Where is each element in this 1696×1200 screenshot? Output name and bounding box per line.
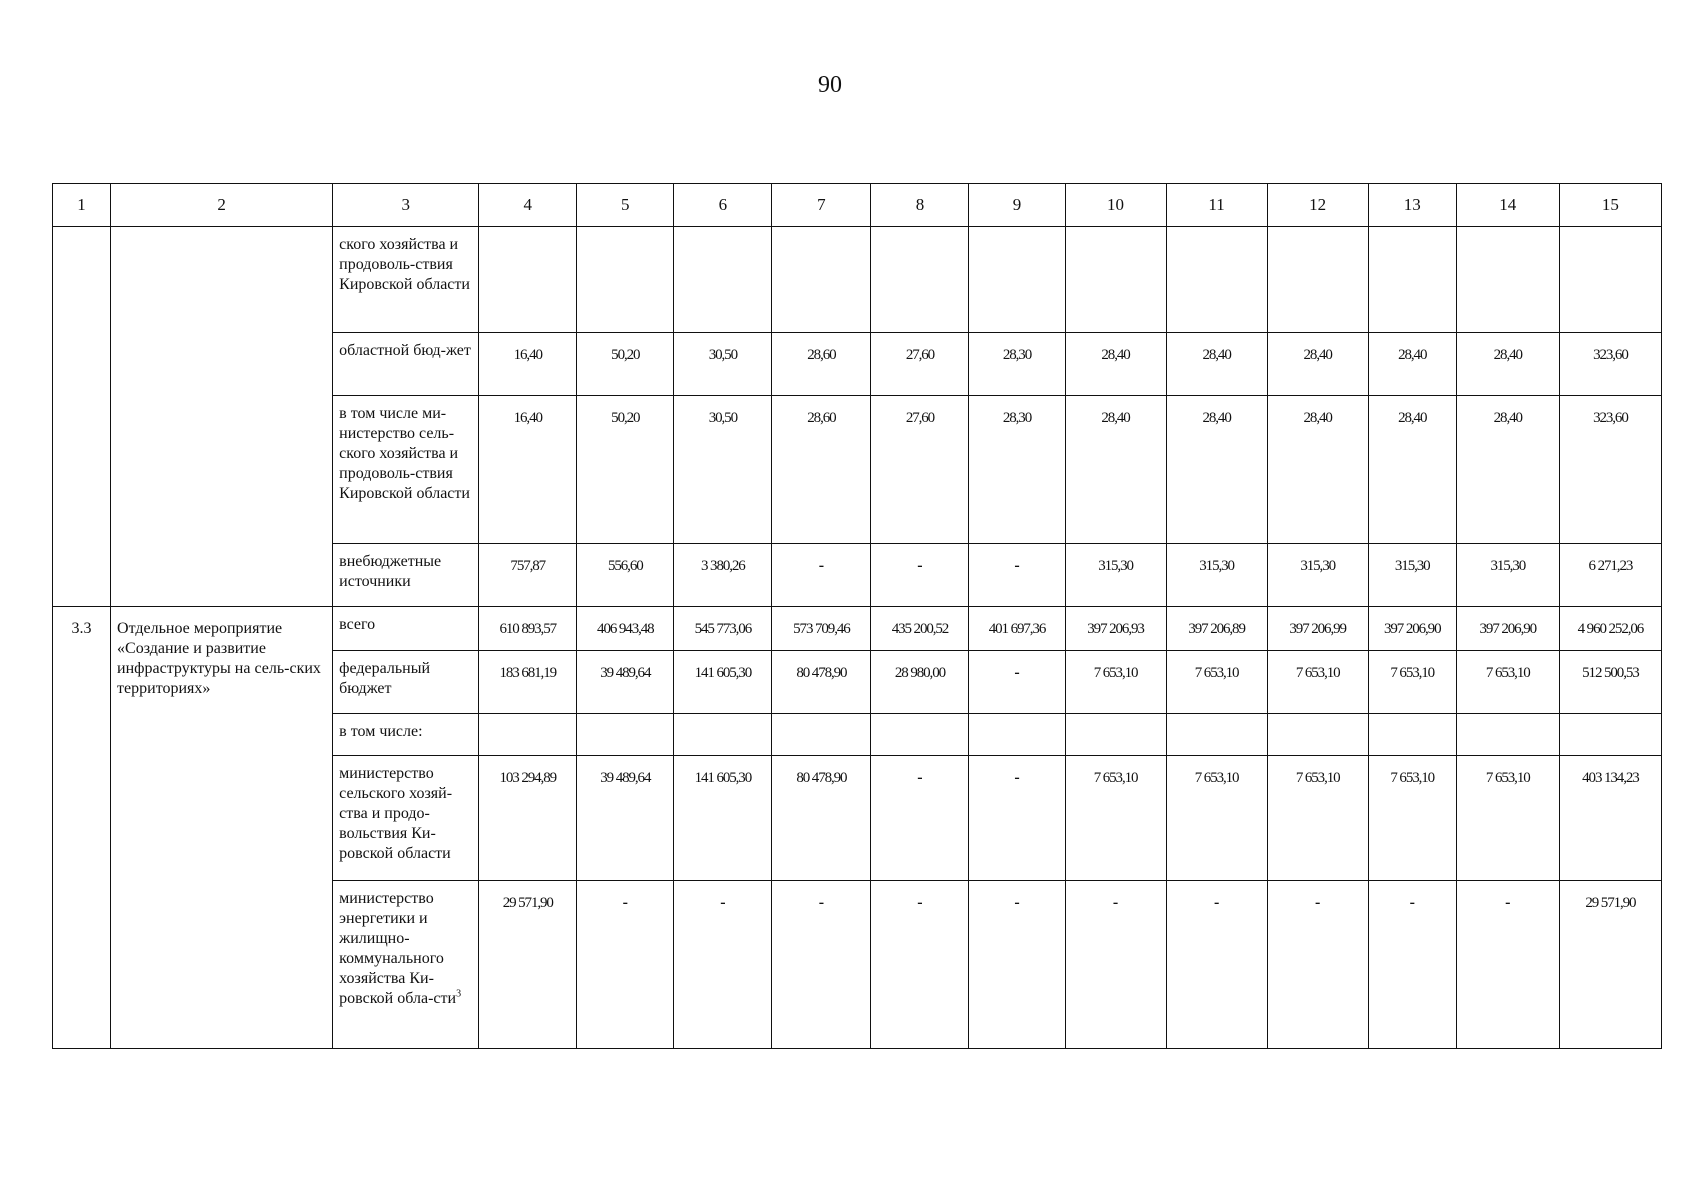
source-cell: внебюджетные источники	[333, 544, 479, 607]
header-cell: 4	[479, 184, 577, 227]
value-cell: 323,60	[1559, 396, 1661, 544]
header-cell: 8	[871, 184, 969, 227]
value-cell: -	[772, 544, 871, 607]
value-cell: 28,40	[1166, 396, 1267, 544]
value-cell	[479, 714, 577, 756]
value-cell: 757,87	[479, 544, 577, 607]
header-row	[53, 184, 1662, 227]
value-cell: 141 605,30	[674, 651, 772, 714]
value-cell: -	[674, 881, 772, 1049]
header-cell: 14	[1456, 184, 1559, 227]
value-cell: 397 206,93	[1065, 607, 1166, 651]
value-cell	[772, 227, 871, 333]
value-cell	[1368, 227, 1456, 333]
value-cell	[1559, 714, 1661, 756]
source-cell: в том числе:	[333, 714, 479, 756]
value-cell: 80 478,90	[772, 651, 871, 714]
header-cell: 6	[674, 184, 772, 227]
value-cell: -	[969, 651, 1065, 714]
value-cell: 103 294,89	[479, 756, 577, 881]
value-cell	[577, 227, 674, 333]
value-cell: 27,60	[871, 333, 969, 396]
value-cell: 7 653,10	[1368, 651, 1456, 714]
value-cell: 323,60	[1559, 333, 1661, 396]
value-cell: 397 206,90	[1368, 607, 1456, 651]
value-cell	[1456, 714, 1559, 756]
value-cell: 16,40	[479, 396, 577, 544]
value-cell: 28,60	[772, 333, 871, 396]
value-cell: 315,30	[1166, 544, 1267, 607]
value-cell: -	[1368, 881, 1456, 1049]
value-cell: 28,40	[1368, 396, 1456, 544]
value-cell	[1559, 227, 1661, 333]
value-cell: 7 653,10	[1065, 651, 1166, 714]
header-cell: 7	[772, 184, 871, 227]
value-cell: 545 773,06	[674, 607, 772, 651]
source-cell	[333, 881, 479, 1049]
value-cell	[772, 714, 871, 756]
value-cell: 573 709,46	[772, 607, 871, 651]
value-cell	[1065, 714, 1166, 756]
value-cell: 7 653,10	[1456, 651, 1559, 714]
table-row	[53, 227, 1662, 333]
value-cell	[674, 227, 772, 333]
value-cell: 7 653,10	[1456, 756, 1559, 881]
value-cell: 610 893,57	[479, 607, 577, 651]
value-cell	[1065, 227, 1166, 333]
header-cell: 12	[1267, 184, 1368, 227]
value-cell: 7 653,10	[1166, 651, 1267, 714]
value-cell: 28,40	[1368, 333, 1456, 396]
header-cell: 10	[1065, 184, 1166, 227]
value-cell: 28,40	[1456, 396, 1559, 544]
source-cell: федеральный бюджет	[333, 651, 479, 714]
name-cell	[111, 227, 333, 607]
value-cell	[479, 227, 577, 333]
source-cell: областной бюд-жет	[333, 333, 479, 396]
value-cell: 3 380,26	[674, 544, 772, 607]
value-cell: 7 653,10	[1368, 756, 1456, 881]
value-cell	[1166, 227, 1267, 333]
value-cell: 28,30	[969, 333, 1065, 396]
name-cell: Отдельное мероприятие «Создание и развитие инфраструктуры на сель-ских территориях»	[111, 607, 333, 1049]
value-cell: 39 489,64	[577, 651, 674, 714]
value-cell: -	[1456, 881, 1559, 1049]
value-cell: 7 653,10	[1065, 756, 1166, 881]
value-cell: -	[577, 881, 674, 1049]
value-cell: 30,50	[674, 333, 772, 396]
value-cell: 403 134,23	[1559, 756, 1661, 881]
value-cell: 435 200,52	[871, 607, 969, 651]
value-cell: 315,30	[1456, 544, 1559, 607]
value-cell: 39 489,64	[577, 756, 674, 881]
value-cell: 80 478,90	[772, 756, 871, 881]
header-cell: 1	[53, 184, 111, 227]
value-cell: 141 605,30	[674, 756, 772, 881]
source-cell: ского хозяйства и продоволь-ствия Кировской области	[333, 227, 479, 333]
value-cell: 406 943,48	[577, 607, 674, 651]
value-cell: -	[772, 881, 871, 1049]
index-cell	[53, 227, 111, 607]
value-cell: 397 206,90	[1456, 607, 1559, 651]
value-cell: 28,40	[1267, 333, 1368, 396]
table-row	[53, 607, 1662, 651]
value-cell: 28,60	[772, 396, 871, 544]
value-cell: 28,40	[1166, 333, 1267, 396]
value-cell: 16,40	[479, 333, 577, 396]
value-cell: 29 571,90	[1559, 881, 1661, 1049]
value-cell: 556,60	[577, 544, 674, 607]
value-cell: 315,30	[1267, 544, 1368, 607]
value-cell: -	[969, 881, 1065, 1049]
value-cell: 7 653,10	[1267, 651, 1368, 714]
value-cell: 50,20	[577, 333, 674, 396]
value-cell	[577, 714, 674, 756]
value-cell: 28,40	[1456, 333, 1559, 396]
value-cell	[1166, 714, 1267, 756]
source-label: министерство энергетики и жилищно-коммунального хозяйства Ки-ровской обла-сти	[339, 890, 457, 1007]
value-cell: 50,20	[577, 396, 674, 544]
value-cell	[969, 227, 1065, 333]
value-cell	[871, 227, 969, 333]
value-cell: 315,30	[1368, 544, 1456, 607]
source-cell: в том числе ми-нистерство сель-ского хозяйства и продоволь-ствия Кировской области	[333, 396, 479, 544]
value-cell	[1456, 227, 1559, 333]
header-cell: 9	[969, 184, 1065, 227]
value-cell: 6 271,23	[1559, 544, 1661, 607]
value-cell	[1368, 714, 1456, 756]
page-number: 90	[818, 72, 842, 98]
value-cell: -	[1166, 881, 1267, 1049]
header-cell: 11	[1166, 184, 1267, 227]
header-cell: 3	[333, 184, 479, 227]
value-cell: 27,60	[871, 396, 969, 544]
value-cell: 183 681,19	[479, 651, 577, 714]
value-cell	[674, 714, 772, 756]
value-cell: -	[871, 544, 969, 607]
value-cell	[969, 714, 1065, 756]
value-cell: -	[1065, 881, 1166, 1049]
value-cell: -	[969, 756, 1065, 881]
value-cell: -	[871, 881, 969, 1049]
value-cell: 28,30	[969, 396, 1065, 544]
value-cell: 397 206,99	[1267, 607, 1368, 651]
footnote-marker: 3	[456, 988, 462, 1000]
header-cell: 2	[111, 184, 333, 227]
value-cell: -	[1267, 881, 1368, 1049]
header-cell: 15	[1559, 184, 1661, 227]
header-cell: 13	[1368, 184, 1456, 227]
value-cell: 401 697,36	[969, 607, 1065, 651]
index-cell: 3.3	[53, 607, 111, 1049]
value-cell: 397 206,89	[1166, 607, 1267, 651]
value-cell: 7 653,10	[1267, 756, 1368, 881]
budget-table	[52, 183, 1662, 1049]
value-cell: 4 960 252,06	[1559, 607, 1661, 651]
value-cell: 30,50	[674, 396, 772, 544]
source-cell: министерство сельского хозяй-ства и продо-вольствия Ки-ровской области	[333, 756, 479, 881]
value-cell: 28,40	[1267, 396, 1368, 544]
value-cell: 7 653,10	[1166, 756, 1267, 881]
value-cell: 29 571,90	[479, 881, 577, 1049]
value-cell: 28,40	[1065, 333, 1166, 396]
value-cell	[871, 714, 969, 756]
value-cell: -	[969, 544, 1065, 607]
value-cell: -	[871, 756, 969, 881]
value-cell	[1267, 714, 1368, 756]
value-cell: 512 500,53	[1559, 651, 1661, 714]
header-cell: 5	[577, 184, 674, 227]
value-cell	[1267, 227, 1368, 333]
source-cell: всего	[333, 607, 479, 651]
value-cell: 315,30	[1065, 544, 1166, 607]
value-cell: 28 980,00	[871, 651, 969, 714]
value-cell: 28,40	[1065, 396, 1166, 544]
